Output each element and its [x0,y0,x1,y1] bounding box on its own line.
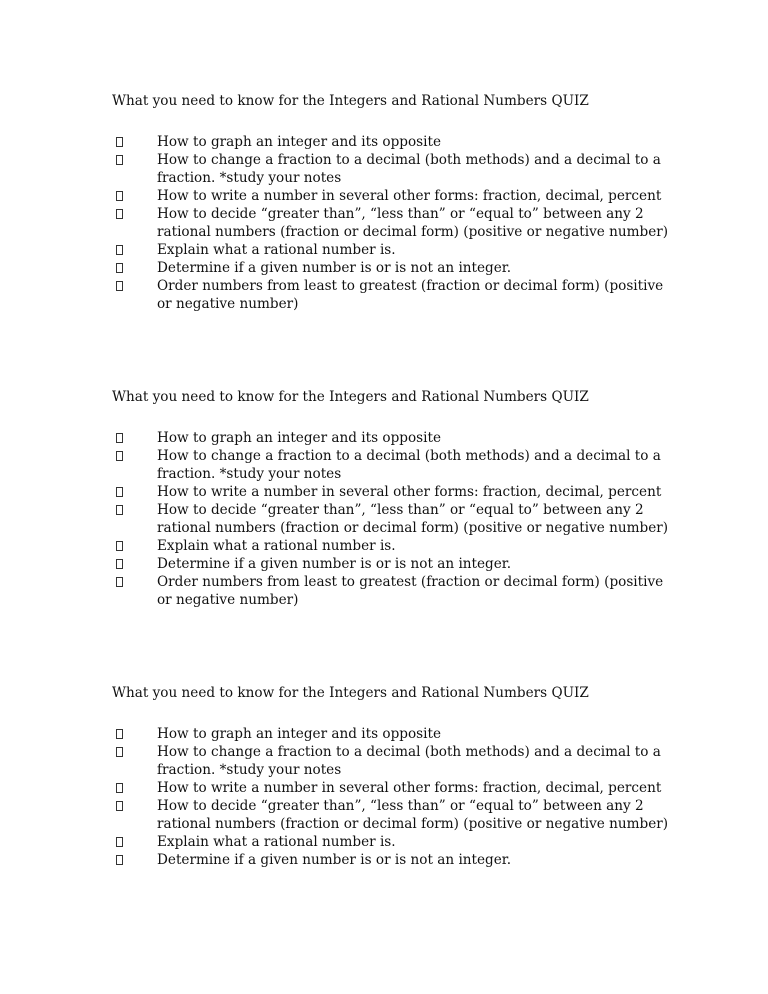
quiz-section-1 [112,92,672,313]
checkbox-icon [116,451,123,461]
checklist-item-text: Explain what a rational number is. [157,242,396,258]
checkbox-icon [116,559,123,569]
checkbox-icon [116,505,123,515]
checklist-item [112,205,672,241]
checklist-item-text: Explain what a rational number is. [157,538,396,554]
checklist-item-text: How to decide “greater than”, “less than” or “equal to” between any 2 rational numbers (fraction or decimal form) (positive or negative number) [157,206,669,240]
checklist-item-text: Determine if a given number is or is not an integer. [157,260,512,276]
checklist-item [112,429,672,447]
checklist-item-text: Order numbers from least to greatest (fraction or decimal form) (positive or negative number) [157,574,664,608]
checkbox-icon [116,801,123,811]
checklist-item [112,151,672,187]
checklist [112,725,672,869]
checklist-item-text: Determine if a given number is or is not an integer. [157,556,512,572]
checklist-item-text: How to change a fraction to a decimal (both methods) and a decimal to a fraction. *study your notes [157,744,661,778]
checklist-item [112,501,672,537]
checklist-item-text: How to change a fraction to a decimal (both methods) and a decimal to a fraction. *study your notes [157,448,661,482]
checkbox-icon [116,729,123,739]
checklist-item [112,725,672,743]
checklist-item [112,537,672,555]
checklist-item [112,743,672,779]
checklist-item-text: How to write a number in several other forms: fraction, decimal, percent [157,188,662,204]
checklist-item [112,779,672,797]
checkbox-icon [116,747,123,757]
checklist-item-text: How to write a number in several other forms: fraction, decimal, percent [157,484,662,500]
checklist-item-text: How to graph an integer and its opposite [157,134,441,150]
checkbox-icon [116,783,123,793]
checkbox-icon [116,837,123,847]
checkbox-icon [116,155,123,165]
checkbox-icon [116,577,123,587]
checkbox-icon [116,433,123,443]
checklist-item [112,277,672,313]
checkbox-icon [116,855,123,865]
checkbox-icon [116,209,123,219]
section-title: What you need to know for the Integers and Rational Numbers QUIZ [112,685,589,701]
checklist-item-text: How to graph an integer and its opposite [157,430,441,446]
checklist-item-text: How to change a fraction to a decimal (both methods) and a decimal to a fraction. *study your notes [157,152,661,186]
checklist-item [112,555,672,573]
checklist-item [112,851,672,869]
checklist-item-text: Explain what a rational number is. [157,834,396,850]
checkbox-icon [116,281,123,291]
checklist [112,133,672,313]
checklist-item [112,797,672,833]
checkbox-icon [116,487,123,497]
quiz-section-2 [112,388,672,609]
section-title: What you need to know for the Integers and Rational Numbers QUIZ [112,93,589,109]
checkbox-icon [116,137,123,147]
checklist-item [112,483,672,501]
checklist-item [112,447,672,483]
checklist-item [112,833,672,851]
checklist-item-text: How to decide “greater than”, “less than” or “equal to” between any 2 rational numbers (fraction or decimal form) (positive or negative number) [157,798,669,832]
checkbox-icon [116,191,123,201]
quiz-section-3 [112,684,672,869]
checklist-item [112,133,672,151]
checklist-item-text: How to graph an integer and its opposite [157,726,441,742]
checklist-item [112,573,672,609]
checklist-item-text: How to decide “greater than”, “less than” or “equal to” between any 2 rational numbers (fraction or decimal form) (positive or negative number) [157,502,669,536]
checklist-item-text: How to write a number in several other forms: fraction, decimal, percent [157,780,662,796]
checkbox-icon [116,541,123,551]
checklist-item [112,259,672,277]
checkbox-icon [116,245,123,255]
checklist-item-text: Order numbers from least to greatest (fraction or decimal form) (positive or negative number) [157,278,664,312]
checklist-item-text: Determine if a given number is or is not an integer. [157,852,512,868]
section-title: What you need to know for the Integers and Rational Numbers QUIZ [112,389,589,405]
checklist [112,429,672,609]
checklist-item [112,187,672,205]
checklist-item [112,241,672,259]
checkbox-icon [116,263,123,273]
